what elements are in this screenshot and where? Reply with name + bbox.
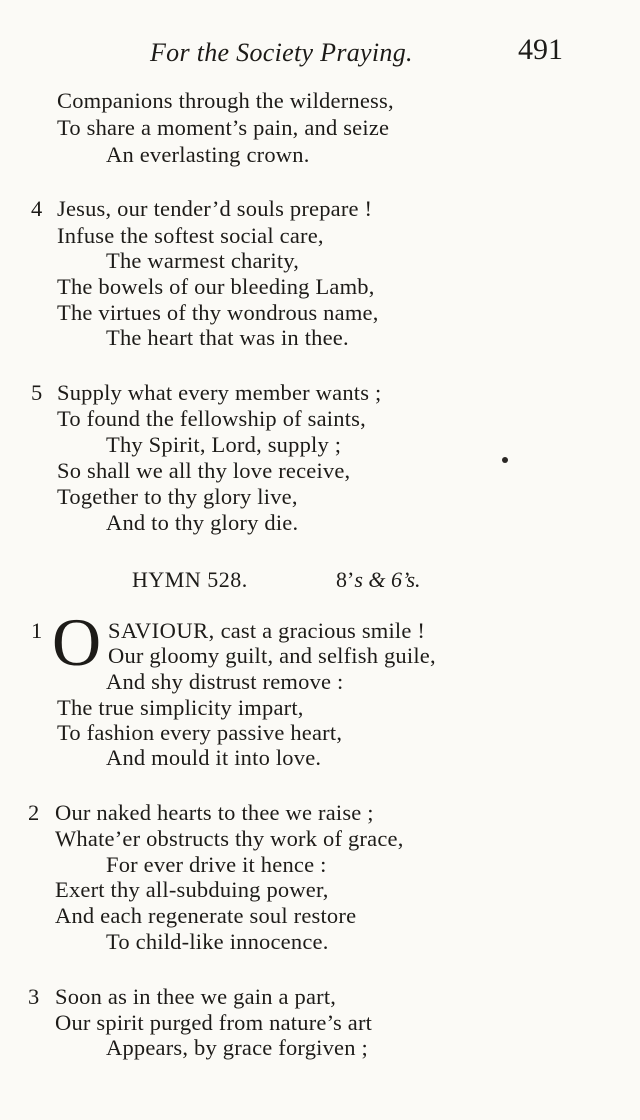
verse-line: Our spirit purged from nature’s art	[55, 1010, 373, 1035]
hymn-title: HYMN 528.	[132, 567, 248, 592]
stanza-number: 5	[31, 380, 43, 405]
verse-line: The virtues of thy wondrous name,	[57, 300, 379, 325]
first-line-rest: cast a gracious smile !	[220, 618, 426, 643]
verse-line: For ever drive it hence :	[106, 852, 327, 877]
stanza-number: 3	[28, 984, 40, 1009]
verse-line: To child-like innocence.	[106, 929, 329, 954]
running-head: For the Society Praying.	[150, 38, 413, 67]
verse-line: Our naked hearts to thee we raise ;	[55, 800, 374, 825]
verse-line: And mould it into love.	[106, 745, 322, 770]
verse-line: And each regenerate soul restore	[55, 903, 357, 928]
verse-line: Whate’er obstructs thy work of grace,	[55, 826, 404, 851]
verse-line: Appears, by grace forgiven ;	[106, 1035, 368, 1060]
meter-part: 8’	[336, 567, 355, 592]
verse-line: The warmest charity,	[106, 248, 300, 273]
verse-line: Together to thy glory live,	[57, 484, 298, 509]
verse-line: To fashion every passive heart,	[57, 720, 343, 745]
verse-line: Soon as in thee we gain a part,	[55, 984, 337, 1009]
verse-line: Companions through the wilderness,	[57, 88, 394, 113]
verse-line: Jesus, our tender’d souls prepare !	[57, 196, 373, 221]
verse-line: Exert thy all-subduing power,	[55, 877, 329, 902]
verse-line: So shall we all thy love receive,	[57, 458, 351, 483]
ink-speck	[502, 457, 508, 463]
verse-line: The heart that was in thee.	[106, 325, 349, 350]
stanza-number: 4	[31, 196, 43, 221]
stanza-number: 1	[31, 618, 43, 643]
hymn-meter	[336, 567, 421, 593]
verse-line-first	[108, 618, 425, 644]
verse-line: To found the fellowship of saints,	[57, 406, 366, 431]
drop-capital: O	[52, 604, 102, 680]
verse-line: To share a moment’s pain, and seize	[57, 115, 390, 140]
first-word: SAVIOUR,	[108, 618, 215, 643]
stanza-number: 2	[28, 800, 40, 825]
verse-line: An everlasting crown.	[106, 142, 310, 167]
verse-line: The bowels of our bleeding Lamb,	[57, 274, 375, 299]
verse-line: And to thy glory die.	[106, 510, 299, 535]
meter-part-italic: s & 6’s.	[354, 567, 421, 592]
verse-line: And shy distrust remove :	[106, 669, 344, 694]
verse-line: Our gloomy guilt, and selfish guile,	[108, 643, 436, 668]
page-number: 491	[518, 33, 563, 66]
verse-line: Infuse the softest social care,	[57, 223, 324, 248]
verse-line: Thy Spirit, Lord, supply ;	[106, 432, 342, 457]
verse-line: The true simplicity impart,	[57, 695, 304, 720]
verse-line: Supply what every member wants ;	[57, 380, 382, 405]
